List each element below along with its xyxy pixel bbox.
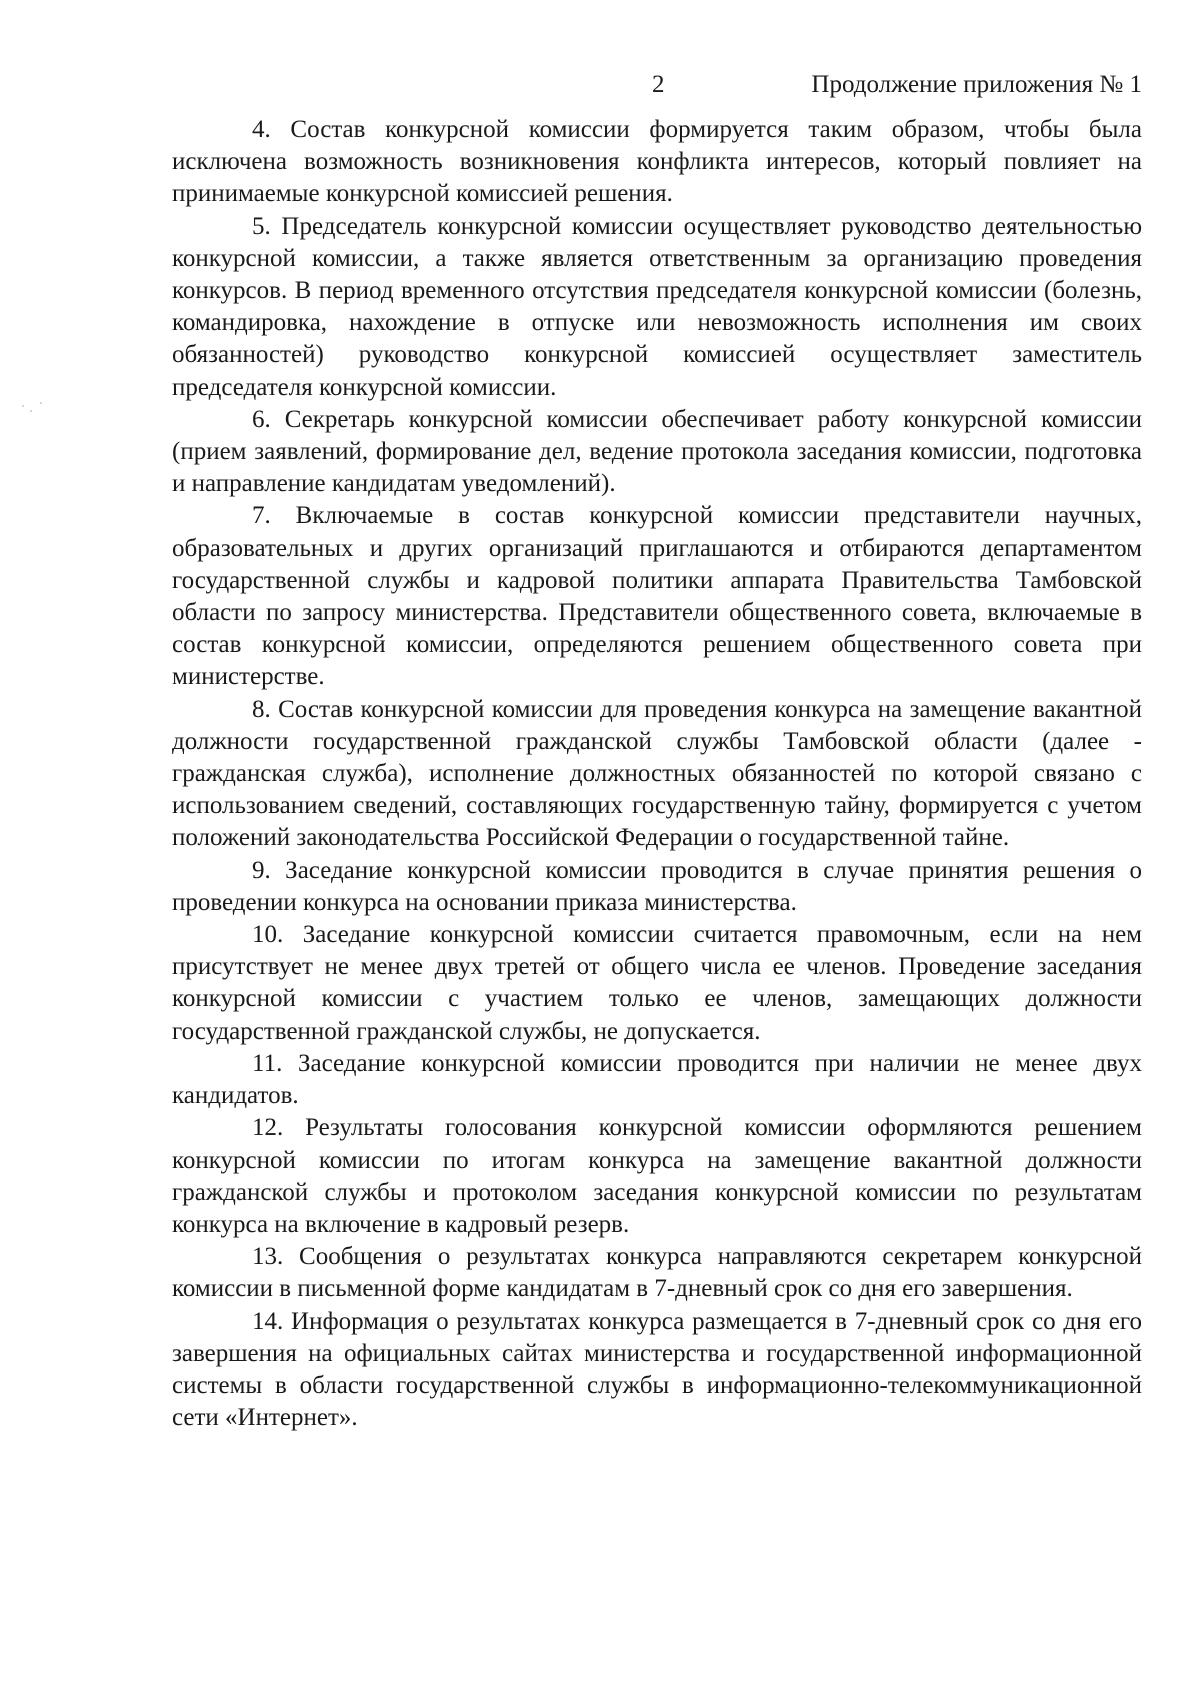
scan-speck <box>40 402 42 404</box>
scan-speck <box>22 405 24 407</box>
paragraph-14: 14. Информация о результатах конкурса размещается в 7-дневный срок со дня его завершения на официальных сайтах министерства и государственной информационной системы в области государственной службы в информационно-телекоммуникационной сети «Интернет». <box>172 1307 1142 1432</box>
paragraph-4: 4. Состав конкурсной комиссии формируется таким образом, чтобы была исключена возможность возникновения конфликта интересов, который повлияет на принимаемые конкурсной комиссией решения. <box>172 116 1142 208</box>
paragraph-5: 5. Председатель конкурсной комиссии осуществляет руководство деятельностью конкурсной комиссии, а также является ответственным за организацию проведения конкурсов. В период временного отсутствия председателя конкурсной комиссии (болезнь, командировка, нахождение в отпуске или невозможность исполнения им своих обязанностей) руководство конкурсной комиссией осуществляет заместитель председателя конкурсной комиссии. <box>172 212 1142 401</box>
paragraph-13: 13. Сообщения о результатах конкурса направляются секретарем конкурсной комиссии в письменной форме кандидатам в 7-дневный срок со дня его завершения. <box>172 1243 1142 1303</box>
paragraph-12: 12. Результаты голосования конкурсной комиссии оформляются решением конкурсной комиссии по итогам конкурса на замещение вакантной должности гражданской службы и протоколом заседания конкурсной комиссии по результатам конкурса на включение в кадровый резерв. <box>172 1114 1142 1238</box>
page-number: 2 <box>652 71 665 98</box>
appendix-continuation-label: Продолжение приложения № 1 <box>811 71 1142 98</box>
paragraph-10: 10. Заседание конкурсной комиссии считается правомочным, если на нем присутствует не менее двух третей от общего числа ее членов. Проведение заседания конкурсной комиссии с участием только ее членов, замещающих должности государственной гражданской службы, не допускается. <box>172 921 1142 1045</box>
scan-speck <box>30 410 32 412</box>
paragraph-8: 8. Состав конкурсной комиссии для проведения конкурса на замещение вакантной должности государственной гражданской службы Тамбовской области (далее - гражданская служба), исполнение должностных обязанностей по которой связано с использованием сведений, составляющих государственную тайну, формируется с учетом положений законодательства Российской Федерации о государственной тайне. <box>172 695 1142 852</box>
paragraph-7: 7. Включаемые в состав конкурсной комиссии представители научных, образовательных и других организаций приглашаются и отбираются департаментом государственной службы и кадровой политики аппарата Правительства Тамбовской области по запросу министерства. Представители общественного совета, включаемые в состав конкурсной комиссии, определяются решением общественного совета при министерстве. <box>172 502 1142 691</box>
paragraph-6: 6. Секретарь конкурсной комиссии обеспечивает работу конкурсной комиссии (прием заявлений, формирование дел, ведение протокола заседания комиссии, подготовка и направление кандидатам уведомлений). <box>172 405 1142 498</box>
paragraph-9: 9. Заседание конкурсной комиссии проводится в случае принятия решения о проведении конкурса на основании приказа министерства. <box>172 856 1142 916</box>
document-body <box>172 114 1142 1434</box>
paragraph-11: 11. Заседание конкурсной комиссии проводится при наличии не менее двух кандидатов. <box>172 1049 1142 1110</box>
